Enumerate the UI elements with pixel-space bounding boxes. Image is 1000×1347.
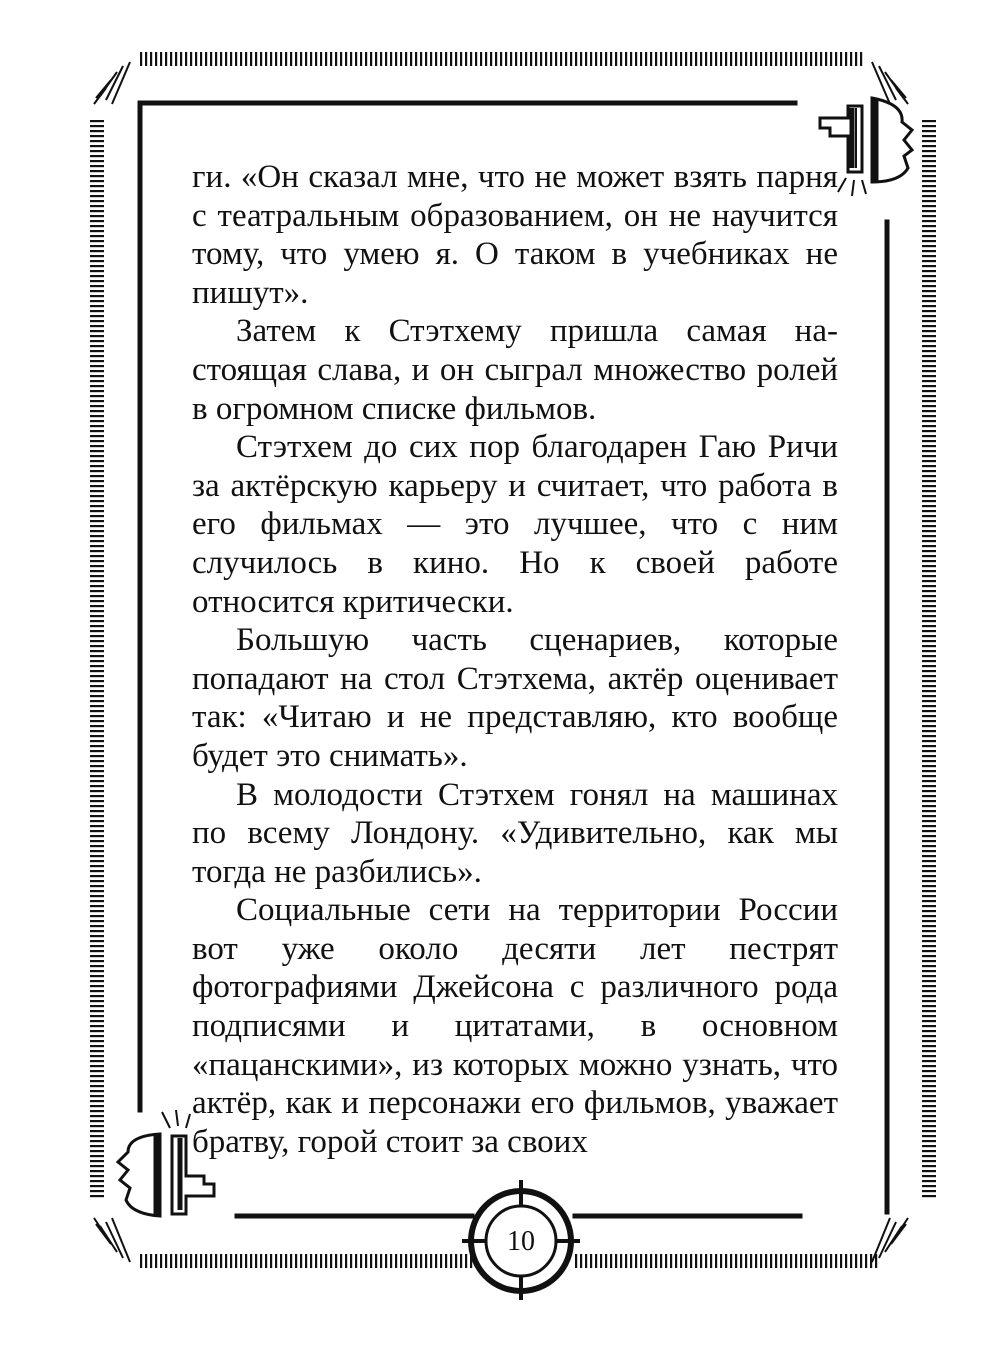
paragraph: В молодости Стэтхем гонял на машинах по всему Лондону. «Удивительно, как мы тогда не разбились». xyxy=(192,776,838,890)
paragraph: ги. «Он сказал мне, что не может взять парня с театральным образованием, он не научится тому, что умею я. О таком в учебниках не пишут». xyxy=(192,159,838,311)
paragraph: Большую часть сценариев, которые попадают на стол Стэтхема, актёр оценивает так: «Читаю и не представляю, кто вообще будет это снимать». xyxy=(192,622,838,774)
body-text xyxy=(192,158,838,1161)
page-number: 10 xyxy=(495,1227,547,1257)
corner-fan-top-left xyxy=(94,62,130,104)
bottom-hatch-left xyxy=(138,1254,473,1268)
paragraph: Социальные сети на территории России вот уже около десяти лет пестрят фотографиями Джейсона с различного рода подписями и цитатами, в основном «пацанскими», из которых можно узнать, что актёр, как и персонажи его фильмов, уважает братву, горой стоит за своих xyxy=(192,892,838,1160)
top-hatch xyxy=(140,52,865,66)
corner-fan-bottom-left xyxy=(94,1218,130,1262)
head-silhouette-icon xyxy=(872,98,912,182)
head-silhouette-icon xyxy=(118,1134,160,1216)
paragraph: Затем к Стэтхему пришла самая настоящая слава, и он сыграл множество ролей в огромном списке фильмов. xyxy=(192,313,838,427)
paragraph: Стэтхем до сих пор благодарен Гаю Ричи за актёрскую карьеру и считает, что работа в его фильмах — это лучшее, что с ним случилось в кино. Но к своей работе относится критически. xyxy=(192,429,838,620)
bottom-hatch-right xyxy=(575,1254,880,1268)
right-hatch xyxy=(922,118,936,1198)
left-hatch xyxy=(90,118,104,1198)
